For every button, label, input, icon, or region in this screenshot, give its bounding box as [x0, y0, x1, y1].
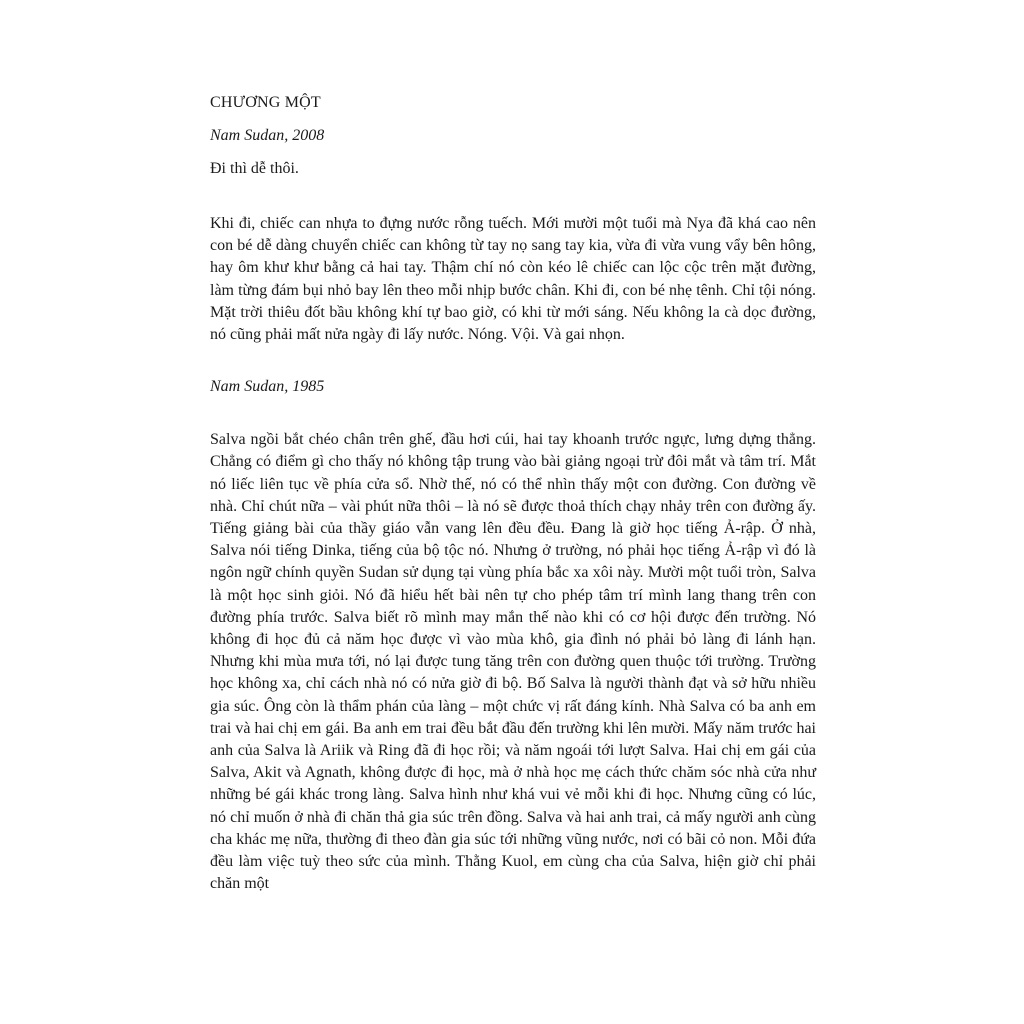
section-place-date: Nam Sudan, 2008 [210, 127, 325, 144]
body-paragraph: Salva ngồi bắt chéo chân trên ghế, đầu hơi cúi, hai tay khoanh trước ngực, lưng dựng thẳng. Chẳng có điểm gì cho thấy nó không tập trung vào bài giảng ngoại trừ đôi mắt và tâm trí. Mắt nó liếc liên tục về phía cửa sổ. Nhờ thế, nó có thể nhìn thấy một con đường. Con đường về nhà. Chỉ chút nữa – vài phút nữa thôi – là nó sẽ được thoả thích chạy nhảy trên con đường ấy. Tiếng giảng bài của thầy giáo vẫn vang lên đều đều. Đang là giờ học tiếng Ả-rập. Ở nhà, Salva nói tiếng Dinka, tiếng của bộ tộc nó. Nhưng ở trường, nó phải học tiếng Ả-rập vì đó là ngôn ngữ chính quyền Sudan sử dụng tại vùng phía bắc xa xôi này. Mười một tuổi tròn, Salva là một học sinh giỏi. Nó đã hiểu hết bài nên tự cho phép tâm trí mình lang thang trên con đường phía trước. Salva biết rõ mình may mắn thế nào khi có cơ hội được đến trường. Nó không đi học đủ cả năm học được vì vào mùa khô, gia đình nó phải bỏ làng đi lánh hạn. Nhưng khi mùa mưa tới, nó lại được tung tăng trên con đường quen thuộc tới trường. Trường học không xa, chỉ cách nhà nó có nửa giờ đi bộ. Bố Salva là người thành đạt và sở hữu nhiều gia súc. Ông còn là thẩm phán của làng – một chức vị rất đáng kính. Nhà Salva có ba anh em trai và hai chị em gái. Ba anh em trai đều bắt đầu đến trường khi lên mười. Mấy năm trước hai anh của Salva là Ariik và Ring đã đi học rồi; và năm ngoái tới lượt Salva. Hai chị em gái của Salva, Akit và Agnath, không được đi học, mà ở nhà học mẹ cách thức chăm sóc nhà cửa như những bé gái khác trong làng. Salva hình như khá vui vẻ mỗi khi đi học. Nhưng cũng có lúc, nó chỉ muốn ở nhà đi chăn thả gia súc trên đồng. Salva và hai anh trai, cả mấy người anh cùng cha khác mẹ nữa, thường đi theo đàn gia súc tới những vũng nước, nơi có bãi cỏ non. Mỗi đứa đều làm việc tuỳ theo sức của mình. Thằng Kuol, em cùng cha của Salva, hiện giờ chỉ phải chăn một [210, 431, 816, 893]
book-page [210, 90, 816, 895]
epigraph: Đi thì dễ thôi. [210, 160, 299, 177]
chapter-title: CHƯƠNG MỘT [210, 94, 321, 111]
body-paragraph: Khi đi, chiếc can nhựa to đựng nước rỗng tuếch. Mới mười một tuổi mà Nya đã khá cao nên con bé dễ dàng chuyển chiếc can không từ tay nọ sang tay kia, vừa đi vừa vung vẩy bên hông, hay ôm khư khư bằng cả hai tay. Thậm chí nó còn kéo lê chiếc can lộc cộc trên mặt đường, làm từng đám bụi nhỏ bay lên theo mỗi nhịp bước chân. Khi đi, con bé nhẹ tênh. Chỉ tội nóng. Mặt trời thiêu đốt bầu không khí tự bao giờ, có khi từ mới sáng. Nếu không la cà dọc đường, nó cũng phải mất nửa ngày đi lấy nước. Nóng. Vội. Và gai nhọn. [210, 215, 816, 344]
section-place-date: Nam Sudan, 1985 [210, 378, 325, 396]
